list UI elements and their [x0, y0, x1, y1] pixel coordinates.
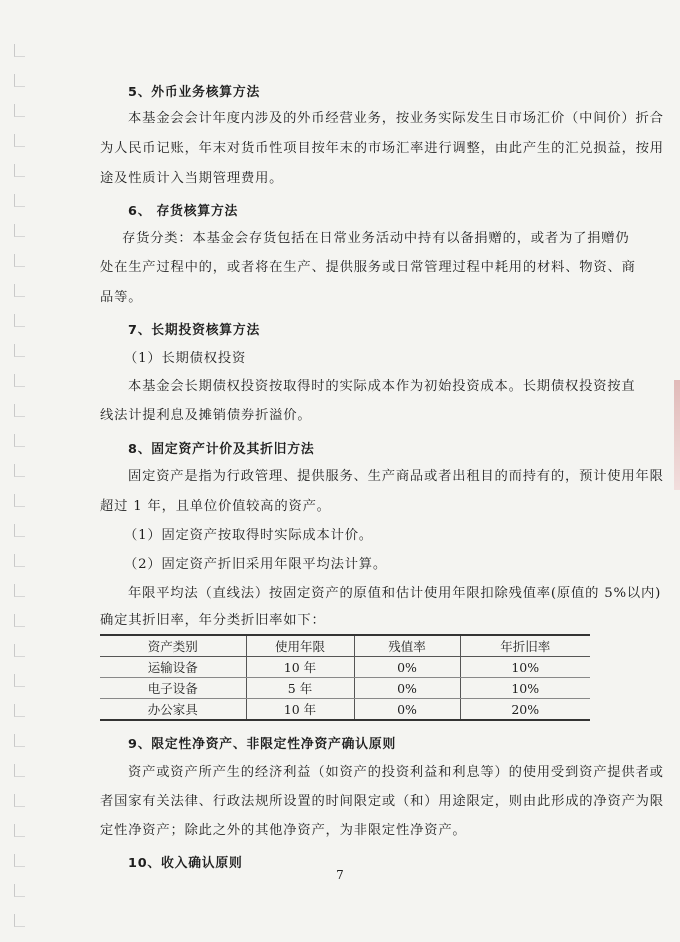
section-9-para-line-2: 者国家有关法律、行政法规所设置的时间限定或（和）用途限定，则由此形成的净资产为限 — [100, 794, 664, 809]
table-header-cell: 残值率 — [354, 635, 460, 657]
section-8-title: 8、固定资产计价及其折旧方法 — [128, 442, 315, 457]
table-cell: 5 年 — [246, 678, 354, 699]
section-7-para-line-1: 本基金会长期债权投资按取得时的实际成本作为初始投资成本。长期债权投资按直 — [128, 379, 636, 394]
table-cell: 运输设备 — [100, 657, 246, 678]
section-5-para-line-3: 途及性质计入当期管理费用。 — [100, 171, 284, 186]
table-cell: 电子设备 — [100, 678, 246, 699]
section-7-para-line-2: 线法计提利息及摊销债券折溢价。 — [100, 408, 312, 423]
table-cell: 10 年 — [246, 657, 354, 678]
section-6-title: 6、 存货核算方法 — [128, 204, 239, 219]
table-cell: 0% — [354, 678, 460, 699]
table-cell: 0% — [354, 699, 460, 721]
table-header-cell: 资产类别 — [100, 635, 246, 657]
depreciation-table — [100, 634, 590, 721]
section-8-para2-line-1: 年限平均法（直线法）按固定资产的原值和估计使用年限扣除残值率(原值的 5%以内) — [128, 586, 662, 601]
page-number: 7 — [336, 868, 344, 882]
table-cell: 10% — [460, 657, 590, 678]
section-6-para-line-1: 存货分类：本基金会存货包括在日常业务活动中持有以备捐赠的，或者为了捐赠仍 — [122, 231, 630, 246]
table-cell: 0% — [354, 657, 460, 678]
section-8-item-2: （2）固定资产折旧采用年限平均法计算。 — [124, 557, 388, 572]
binding-holes — [14, 44, 26, 924]
section-7-title: 7、长期投资核算方法 — [128, 323, 261, 338]
section-6-para-line-3: 品等。 — [100, 290, 143, 305]
section-8-item-1: （1）固定资产按取得时实际成本计价。 — [124, 528, 373, 543]
table-cell: 10 年 — [246, 699, 354, 721]
section-10-title: 10、收入确认原则 — [128, 856, 243, 871]
section-5-para-line-2: 为人民币记账，年末对货币性项目按年末的市场汇率进行调整，由此产生的汇兑损益，按用 — [100, 141, 664, 156]
section-9-title: 9、限定性净资产、非限定性净资产确认原则 — [128, 737, 397, 752]
section-5-title: 5、外币业务核算方法 — [128, 85, 261, 100]
table-cell: 10% — [460, 678, 590, 699]
section-7-subtitle: （1）长期债权投资 — [124, 351, 247, 366]
table-header-row — [100, 635, 590, 657]
table-header-cell: 使用年限 — [246, 635, 354, 657]
table-row — [100, 678, 590, 699]
section-8-para-line-1: 固定资产是指为行政管理、提供服务、生产商品或者出租目的而持有的，预计使用年限 — [128, 469, 664, 484]
table-cell: 20% — [460, 699, 590, 721]
section-9-para-line-3: 定性净资产；除此之外的其他净资产，为非限定性净资产。 — [100, 823, 467, 838]
section-5-para-line-1: 本基金会会计年度内涉及的外币经营业务，按业务实际发生日市场汇价（中间价）折合 — [128, 111, 664, 126]
table-row — [100, 699, 590, 721]
table-row — [100, 657, 590, 678]
section-9-para-line-1: 资产或资产所产生的经济利益（如资产的投资利益和利息等）的使用受到资产提供者或 — [128, 765, 664, 780]
table-header-cell: 年折旧率 — [460, 635, 590, 657]
section-8-para-line-2: 超过 1 年，且单位价值较高的资产。 — [100, 499, 331, 514]
table-cell: 办公家具 — [100, 699, 246, 721]
seal-stamp-edge — [674, 380, 680, 490]
section-6-para-line-2: 处在生产过程中的，或者将在生产、提供服务或日常管理过程中耗用的材料、物资、商 — [100, 260, 636, 275]
section-8-para2-line-2: 确定其折旧率，年分类折旧率如下： — [100, 613, 326, 628]
